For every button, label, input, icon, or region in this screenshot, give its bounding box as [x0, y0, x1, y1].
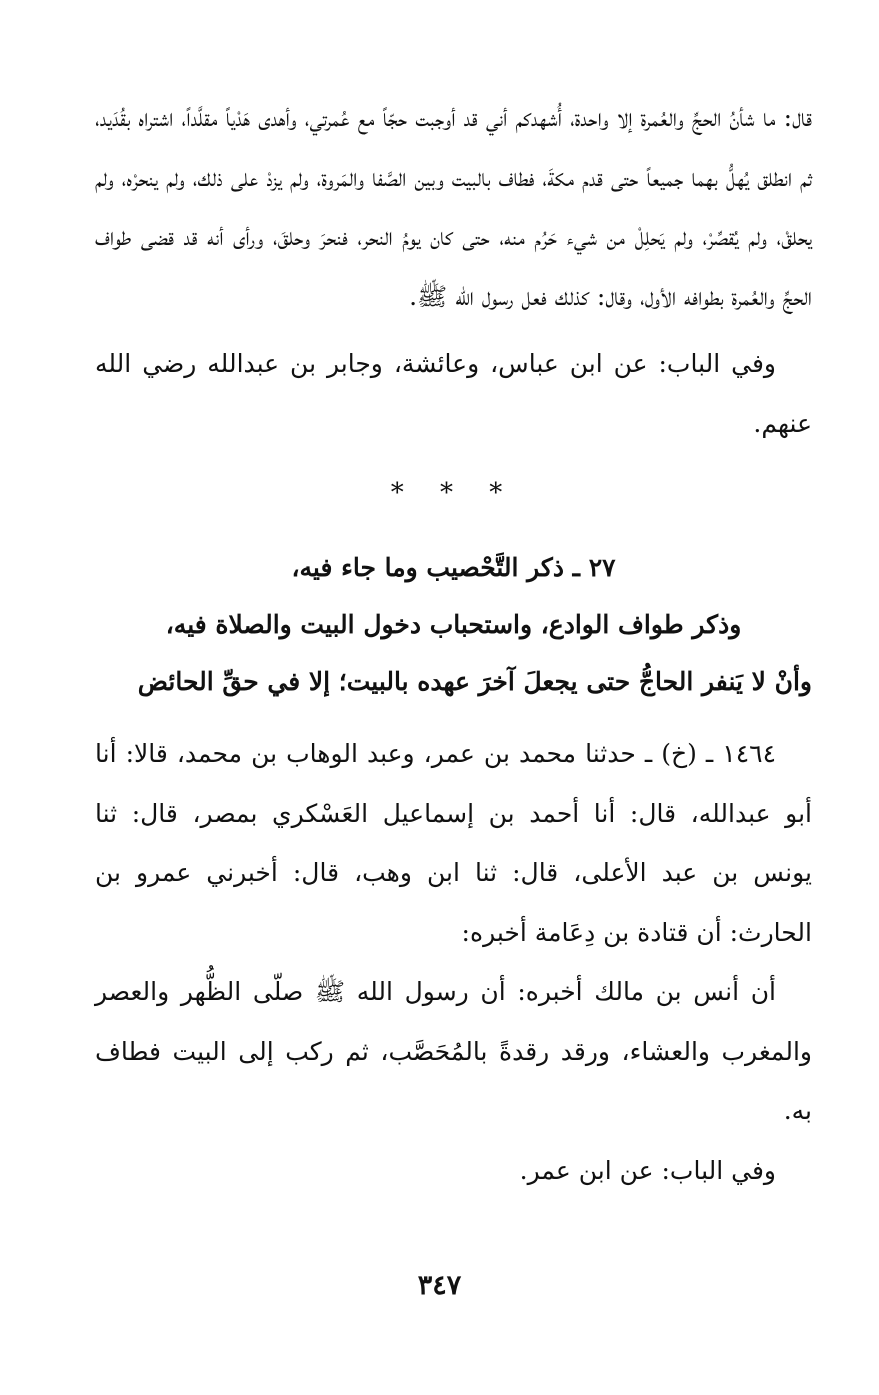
- page-body: [95, 88, 812, 1200]
- chapter-references-paragraph-2: وفي الباب: عن ابن عمر.: [519, 1155, 776, 1185]
- chapter-title-line-1: ٢٧ ـ ذكر التَّحْصيب وما جاء فيه،: [291, 553, 616, 582]
- chapter-title-line-3: وأنْ لا يَنفر الحاجُّ حتى يجعلَ آخرَ عهده بالبيت؛ إلا في حقِّ الحائض: [137, 667, 812, 696]
- isnad-paragraph: ١٤٦٤ ـ (خ) ـ حدثنا محمد بن عمر، وعبد الوهاب بن محمد، قالا: أنا أبو عبدالله، قال: أنا أحمد بن إسماعيل العَسْكري بمصر، قال: ثنا يونس بن عبد الأعلى، قال: ثنا ابن وهب، قال: أخبرني عمرو بن الحارث: أن قتادة بن دِعَامة أخبره:: [95, 739, 812, 947]
- chapter-references-paragraph: وفي الباب: عن ابن عباس، وعائشة، وجابر بن عبدالله رضي الله عنهم.: [95, 349, 812, 438]
- chapter-title-line-2: وذكر طواف الوادع، واستحباب دخول البيت والصلاة فيه،: [165, 610, 742, 639]
- chapter-heading: [95, 539, 812, 710]
- hadith-matn-paragraph: أن أنس بن مالك أخبره: أن رسول الله ﷺ صلّى الظُّهر والعصر والمغرب والعشاء، ورقد رقدةً بالمُحَصَّب، ثم ركب إلى البيت فطاف به.: [95, 977, 812, 1125]
- hadith-text-paragraph: قال: ما شأنُ الحجِّ والعُمرة إلا واحدة، أُشهدكم أني قد أوجبت حجّاً مع عُمرتي، وأهدى هَدْياً مقلَّداً، اشتراه بقُدَيد، ثم انطلق يُهلُّ بهما جميعاً حتى قدم مكةَ، فطاف بالبيت وبين الصَّفا والمَروة، ولم يزدْ على ذلك، ولم ينحرْه، ولم يحلقْ، ولم يُقصِّرْ، ولم يَحلِلْ من شيء حَرُم منه، حتى كان يومُ النحر، فنحرَ وحلقَ، ورأى أنه قد قضى طواف الحجِّ والعُمرة بطوافه الأول، وقال: كذلك فعل رسول الله ﷺ.: [95, 103, 812, 311]
- section-separator: * * *: [390, 478, 517, 508]
- page-number: ٣٤٧: [417, 1270, 462, 1301]
